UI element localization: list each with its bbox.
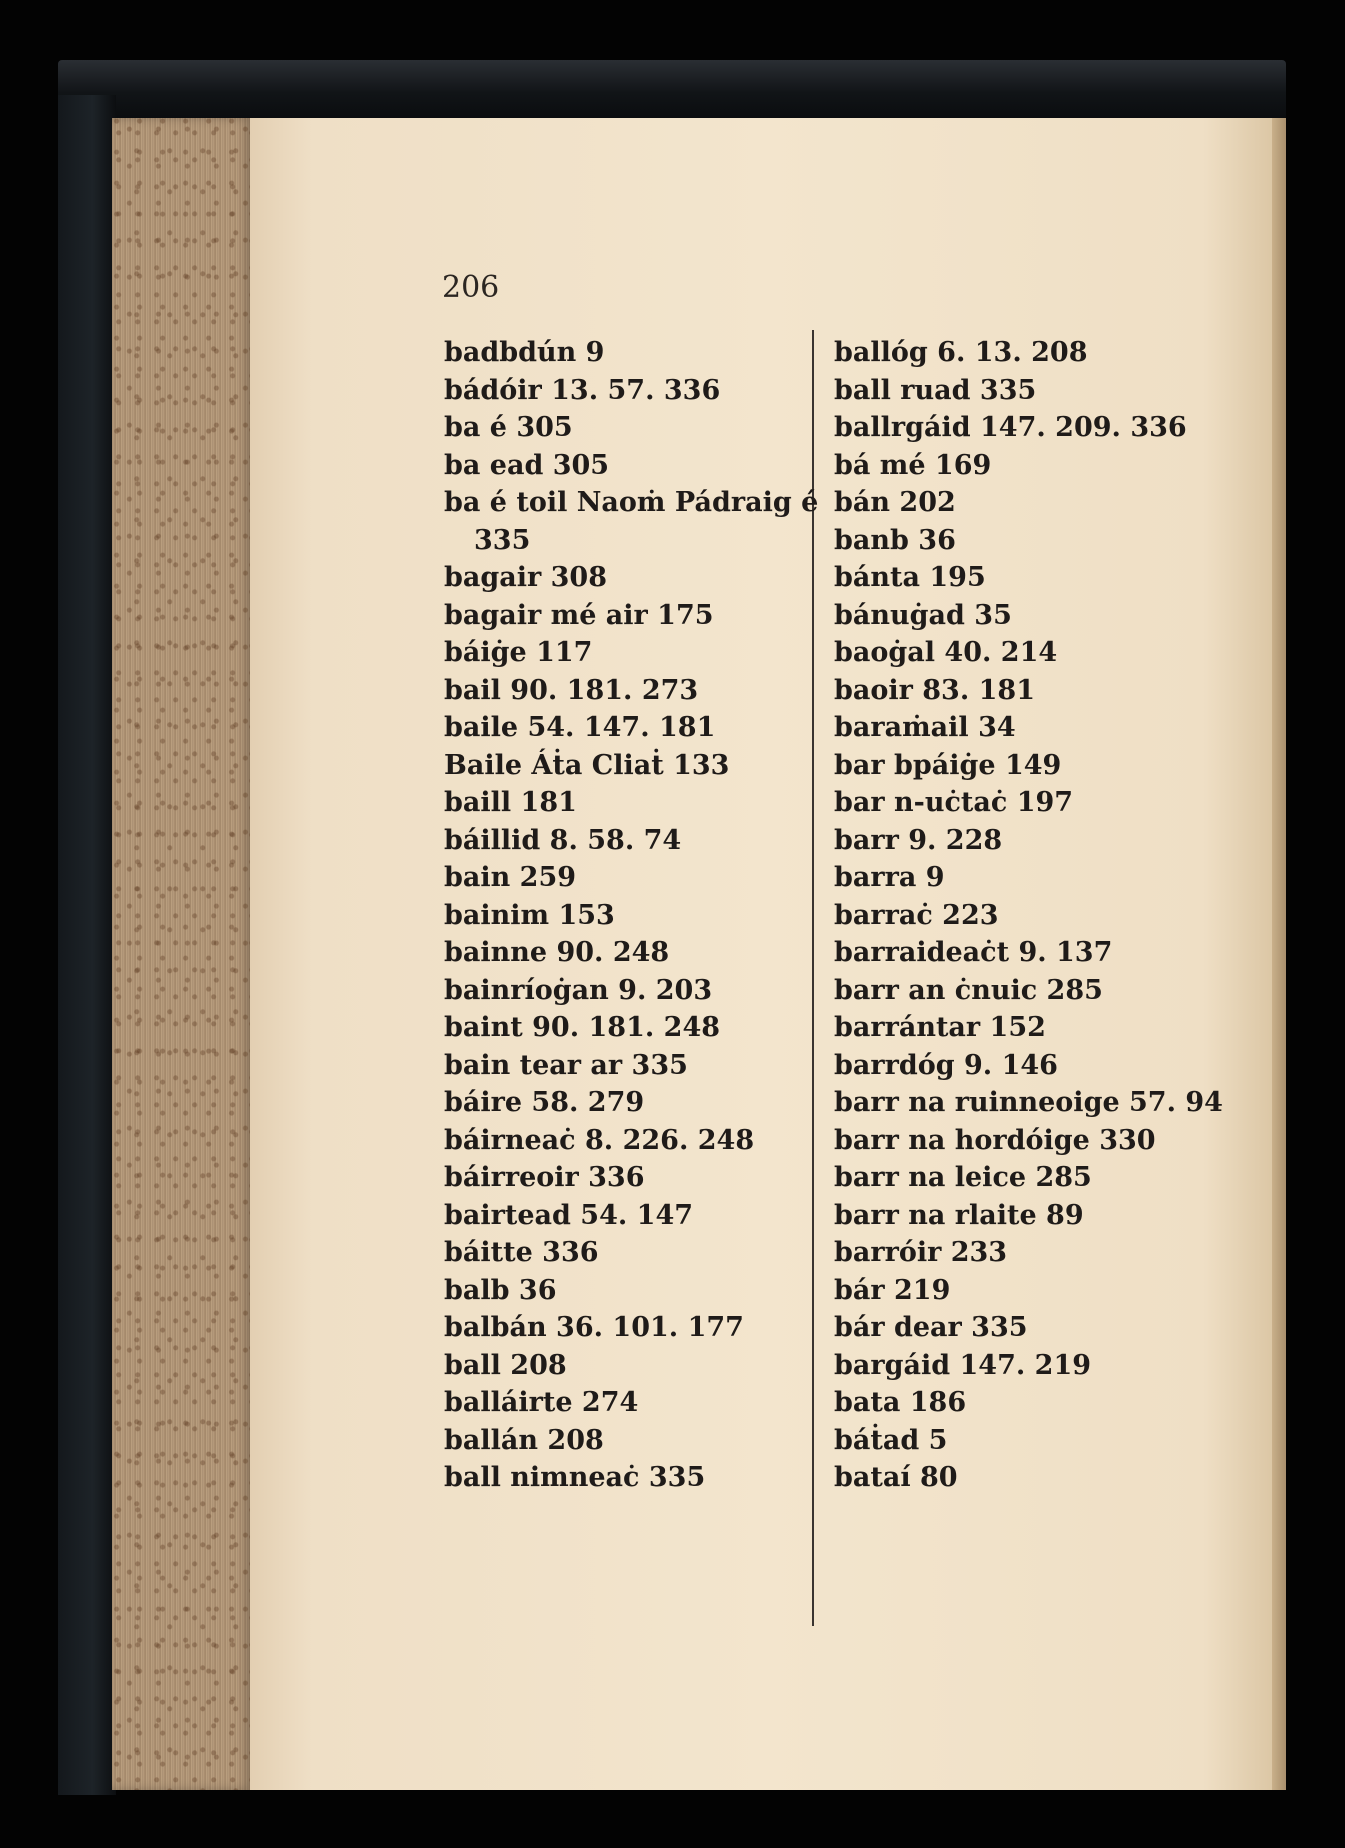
book-page — [250, 118, 1286, 1790]
index-entry: bataí 80 — [834, 1462, 958, 1493]
index-entry: báiġe 117 — [444, 637, 593, 668]
index-entry: Baile Áṫa Cliaṫ 133 — [444, 749, 730, 781]
index-entry: bainríoġan 9. 203 — [444, 974, 713, 1006]
index-entry: ba é toil Naoṁ Pádraig é — [444, 487, 819, 518]
index-entry: barr na rlaite 89 — [834, 1199, 1084, 1231]
index-entry: barr na hordóige 330 — [834, 1124, 1156, 1156]
index-entry: badbdún 9 — [444, 337, 605, 368]
index-entry: bargáid 147. 219 — [834, 1349, 1092, 1381]
index-entry: bainne 90. 248 — [444, 937, 670, 968]
index-entry: báṫad 5 — [834, 1424, 948, 1456]
index-entry: balbán 36. 101. 177 — [444, 1312, 744, 1343]
index-entry: bainim 153 — [444, 899, 615, 931]
index-entry: ballán 208 — [444, 1424, 604, 1456]
index-entry: bán 202 — [834, 487, 956, 518]
plastic-sleeve-top — [58, 60, 1286, 120]
index-entry: barr na ruinneoige 57. 94 — [834, 1087, 1223, 1118]
index-entry: barra 9 — [834, 862, 945, 893]
plastic-sleeve-left — [58, 95, 116, 1795]
index-entry: barrdóg 9. 146 — [834, 1049, 1058, 1081]
index-entry: báirneaċ 8. 226. 248 — [444, 1124, 755, 1156]
index-entry: ball ruad 335 — [834, 374, 1037, 406]
index-entry: ba é 305 — [444, 412, 573, 443]
index-entry: balb 36 — [444, 1274, 557, 1306]
index-entry: báitte 336 — [444, 1237, 599, 1268]
index-entry: bata 186 — [834, 1387, 967, 1418]
index-entry: baill 181 — [444, 787, 577, 818]
index-entry: bain 259 — [444, 862, 577, 893]
index-entry: bánta 195 — [834, 562, 986, 593]
index-entry: bádóir 13. 57. 336 — [444, 374, 721, 406]
index-entry: barraideaċt 9. 137 — [834, 937, 1113, 968]
index-entry: bagair 308 — [444, 562, 607, 593]
index-entry: bár 219 — [834, 1274, 951, 1306]
index-entry: bairtead 54. 147 — [444, 1199, 694, 1231]
index-entry: balláirte 274 — [444, 1387, 639, 1418]
index-entry: báillid 8. 58. 74 — [444, 824, 682, 856]
index-entry: banb 36 — [834, 524, 956, 556]
index-entry: barraċ 223 — [834, 899, 999, 931]
index-entry: bar n-uċtaċ 197 — [834, 787, 1074, 818]
index-column-left — [444, 334, 818, 1497]
index-entry: barr 9. 228 — [834, 824, 1003, 856]
index-entry: baint 90. 181. 248 — [444, 1012, 721, 1043]
index-entry: ballóg 6. 13. 208 — [834, 337, 1088, 368]
index-entry: ballrgáid 147. 209. 336 — [834, 412, 1187, 443]
index-entry: barróir 233 — [834, 1237, 1008, 1268]
index-entry: barr na leice 285 — [834, 1162, 1092, 1193]
index-entry: baraṁail 34 — [834, 712, 1016, 743]
index-entry: bail 90. 181. 273 — [444, 674, 699, 706]
index-entry: baoġal 40. 214 — [834, 637, 1058, 668]
index-entry: ba ead 305 — [444, 449, 610, 481]
index-entry: báirreoir 336 — [444, 1162, 645, 1193]
page-number: 206 — [442, 270, 500, 305]
index-entry: bár dear 335 — [834, 1312, 1028, 1343]
index-entry: bá mé 169 — [834, 449, 992, 481]
page-gutter-edge — [1272, 118, 1286, 1790]
index-entry: ball 208 — [444, 1349, 567, 1381]
index-entry: ball nimneaċ 335 — [444, 1462, 706, 1493]
index-entry: bagair mé air 175 — [444, 599, 714, 631]
index-entry: bánuġad 35 — [834, 599, 1012, 631]
index-entry: barrántar 152 — [834, 1012, 1046, 1043]
book-page-edges — [112, 118, 252, 1790]
index-entry: bain tear ar 335 — [444, 1049, 688, 1081]
index-entry: baoir 83. 181 — [834, 674, 1035, 706]
index-entry: báire 58. 279 — [444, 1087, 645, 1118]
index-entry: bar bpáiġe 149 — [834, 749, 1062, 781]
index-column-right — [834, 334, 1223, 1497]
index-entry: baile 54. 147. 181 — [444, 712, 716, 743]
index-entry-continuation: 335 — [474, 524, 531, 556]
index-entry: barr an ċnuic 285 — [834, 974, 1103, 1006]
